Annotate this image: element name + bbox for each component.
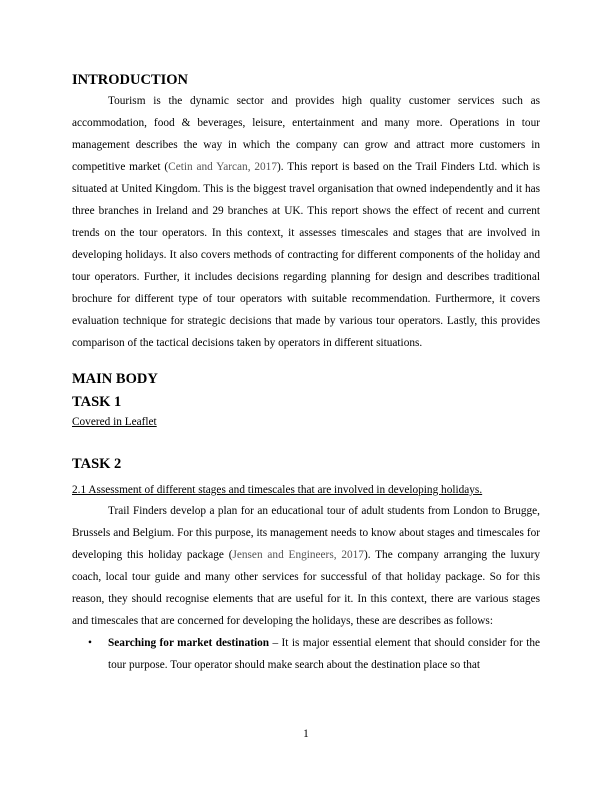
task2-paragraph [72, 500, 540, 632]
task1-note: Covered in Leaflet [72, 416, 157, 428]
task2-text-part2: ). The company arranging the luxury coach, local tour guide and many other services for successful of that holiday package. So for this reason, they should recognise elements that are useful for it. In this context, there are various stages and timescales that are concerned for developing the holidays, these are describes as follows: [72, 549, 540, 627]
introduction-heading: INTRODUCTION [72, 72, 189, 88]
task2-heading: TASK 2 [72, 456, 122, 472]
task2-citation: Jensen and Engineers, 2017 [232, 549, 364, 561]
list-item-text: – It is major essential element that should consider for the tour purpose. Tour operator should make search about the destination place so that [108, 637, 541, 671]
introduction-paragraph [72, 90, 540, 354]
list-item [72, 632, 540, 676]
page-number: 1 [303, 728, 309, 740]
list-item-term: Searching for market destination [108, 637, 270, 649]
introduction-citation: Cetin and Yarcan, 2017 [168, 161, 277, 173]
task2-text-part1: Trail Finders develop a plan for an educational tour of adult students from London to Brugge, Brussels and Belgium. For this purpose, its management needs to know about stages and timescales for developing this holiday package ( [72, 505, 540, 561]
task1-heading: TASK 1 [72, 394, 122, 410]
introduction-text-part1: Tourism is the dynamic sector and provides high quality customer services such as accommodation, food & beverages, leisure, entertainment and many more. Operations in tour management describes the way in which the company can grow and attract more customers in competitive market ( [72, 95, 540, 173]
main-body-heading: MAIN BODY [72, 371, 158, 387]
stages-list [72, 632, 540, 676]
bullet-icon: • [88, 637, 92, 649]
page-content [72, 70, 540, 676]
task2-subheading: 2.1 Assessment of different stages and timescales that are involved in developing holidays. [72, 484, 483, 496]
introduction-text-part2: ). This report is based on the Trail Finders Ltd. which is situated at United Kingdom. This is the biggest travel organisation that owned independently and it has three branches in Ireland and 29 branches at UK. This report shows the effect of recent and current trends on the tour operators. In this context, it assesses timescales and stages that are involved in developing holidays. It also covers methods of contracting for different components of the holiday and tour operators. Further, it includes decisions regarding planning for design and describes traditional brochure for different type of tour operators with suitable recommendation. Furthermore, it covers evaluation technique for strategic decisions that made by various tour operators. Lastly, this provides comparison of the tactical decisions taken by operators in different situations. [72, 161, 540, 349]
